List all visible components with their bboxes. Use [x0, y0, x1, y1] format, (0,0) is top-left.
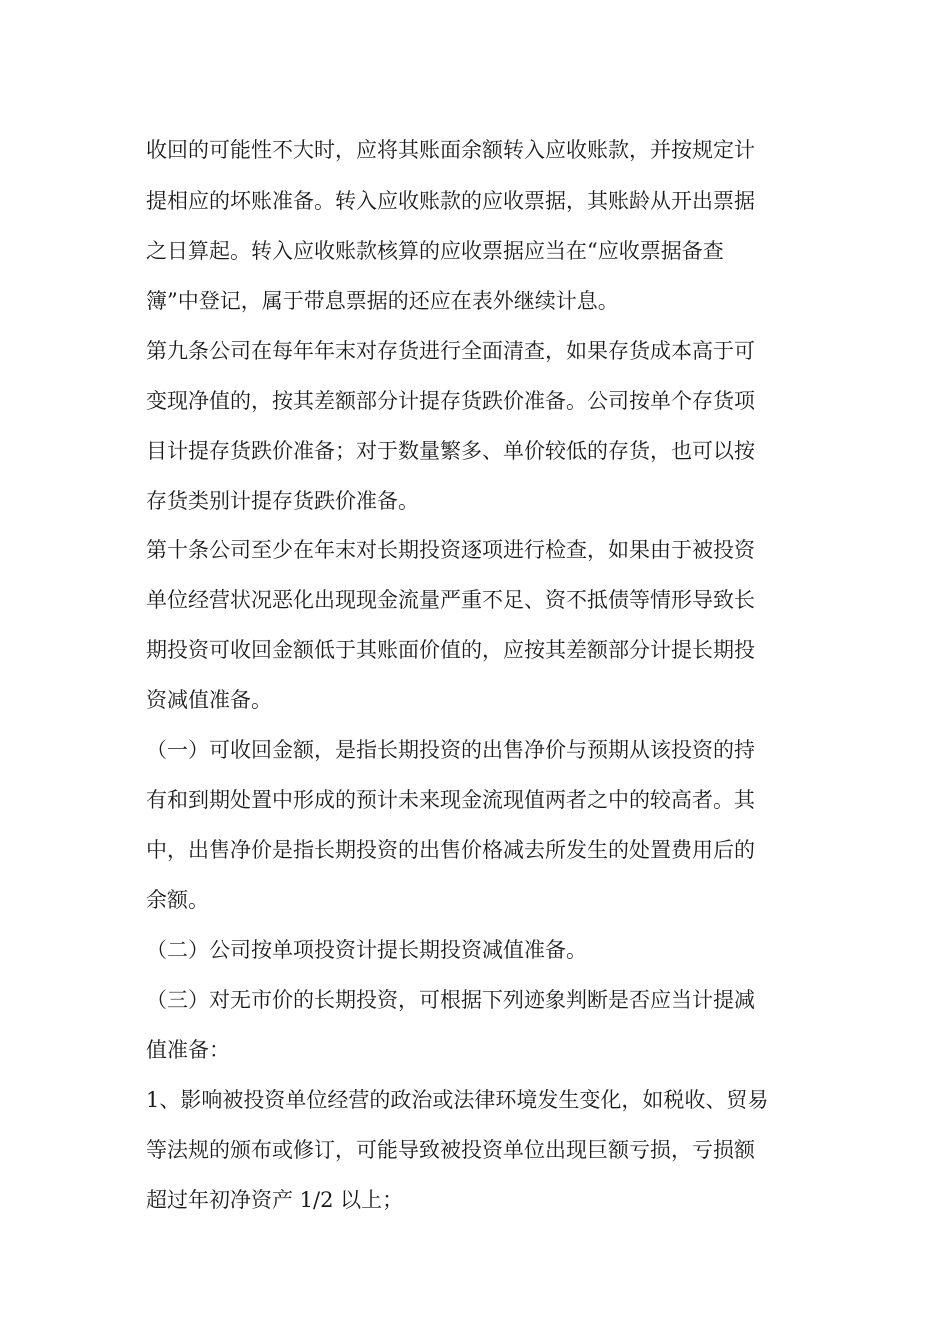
text-line: 簿”中登记，属于带息票据的还应在表外继续计息。: [146, 289, 619, 313]
text-line: 变现净值的，按其差额部分计提存货跌价准备。公司按单个存货项: [146, 389, 755, 413]
text-line: 第十条公司至少在年末对长期投资逐项进行检查，如果由于被投资: [146, 538, 755, 562]
text-line: 之日算起。转入应收账款核算的应收票据应当在“应收票据备查: [146, 239, 724, 263]
text-line: （一）可收回金额，是指长期投资的出售净价与预期从该投资的持: [146, 738, 755, 762]
text-line: 第九条公司在每年年末对存货进行全面清查，如果存货成本高于可: [146, 339, 755, 363]
text-line: 值准备：: [146, 1038, 230, 1062]
text-line: 等法规的颁布或修订，可能导致被投资单位出现巨额亏损，亏损额: [146, 1138, 755, 1162]
text-line: 超过年初净资产 1/2 以上；: [146, 1188, 404, 1212]
text-line: 存货类别计提存货跌价准备。: [146, 489, 419, 513]
text-line: 中，出售净价是指长期投资的出售价格减去所发生的处置费用后的: [146, 838, 755, 862]
text-line: （三）对无市价的长期投资，可根据下列迹象判断是否应当计提减: [146, 988, 755, 1012]
text-line: 期投资可收回金额低于其账面价值的，应按其差额部分计提长期投: [146, 638, 755, 662]
text-line: 提相应的坏账准备。转入应收账款的应收票据，其账龄从开出票据: [146, 189, 755, 213]
text-line: 1、影响被投资单位经营的政治或法律环境发生变化，如税收、贸易: [146, 1088, 769, 1112]
text-line: 目计提存货跌价准备；对于数量繁多、单价较低的存货，也可以按: [146, 439, 755, 463]
text-line: （二）公司按单项投资计提长期投资减值准备。: [146, 938, 587, 962]
text-line: 余额。: [146, 888, 209, 912]
text-line: 有和到期处置中形成的预计未来现金流现值两者之中的较高者。其: [146, 788, 755, 812]
text-line: 资减值准备。: [146, 688, 272, 712]
text-line: 单位经营状况恶化出现现金流量严重不足、资不抵债等情形导致长: [146, 588, 755, 612]
text-line: 收回的可能性不大时，应将其账面余额转入应收账款，并按规定计: [146, 138, 755, 162]
